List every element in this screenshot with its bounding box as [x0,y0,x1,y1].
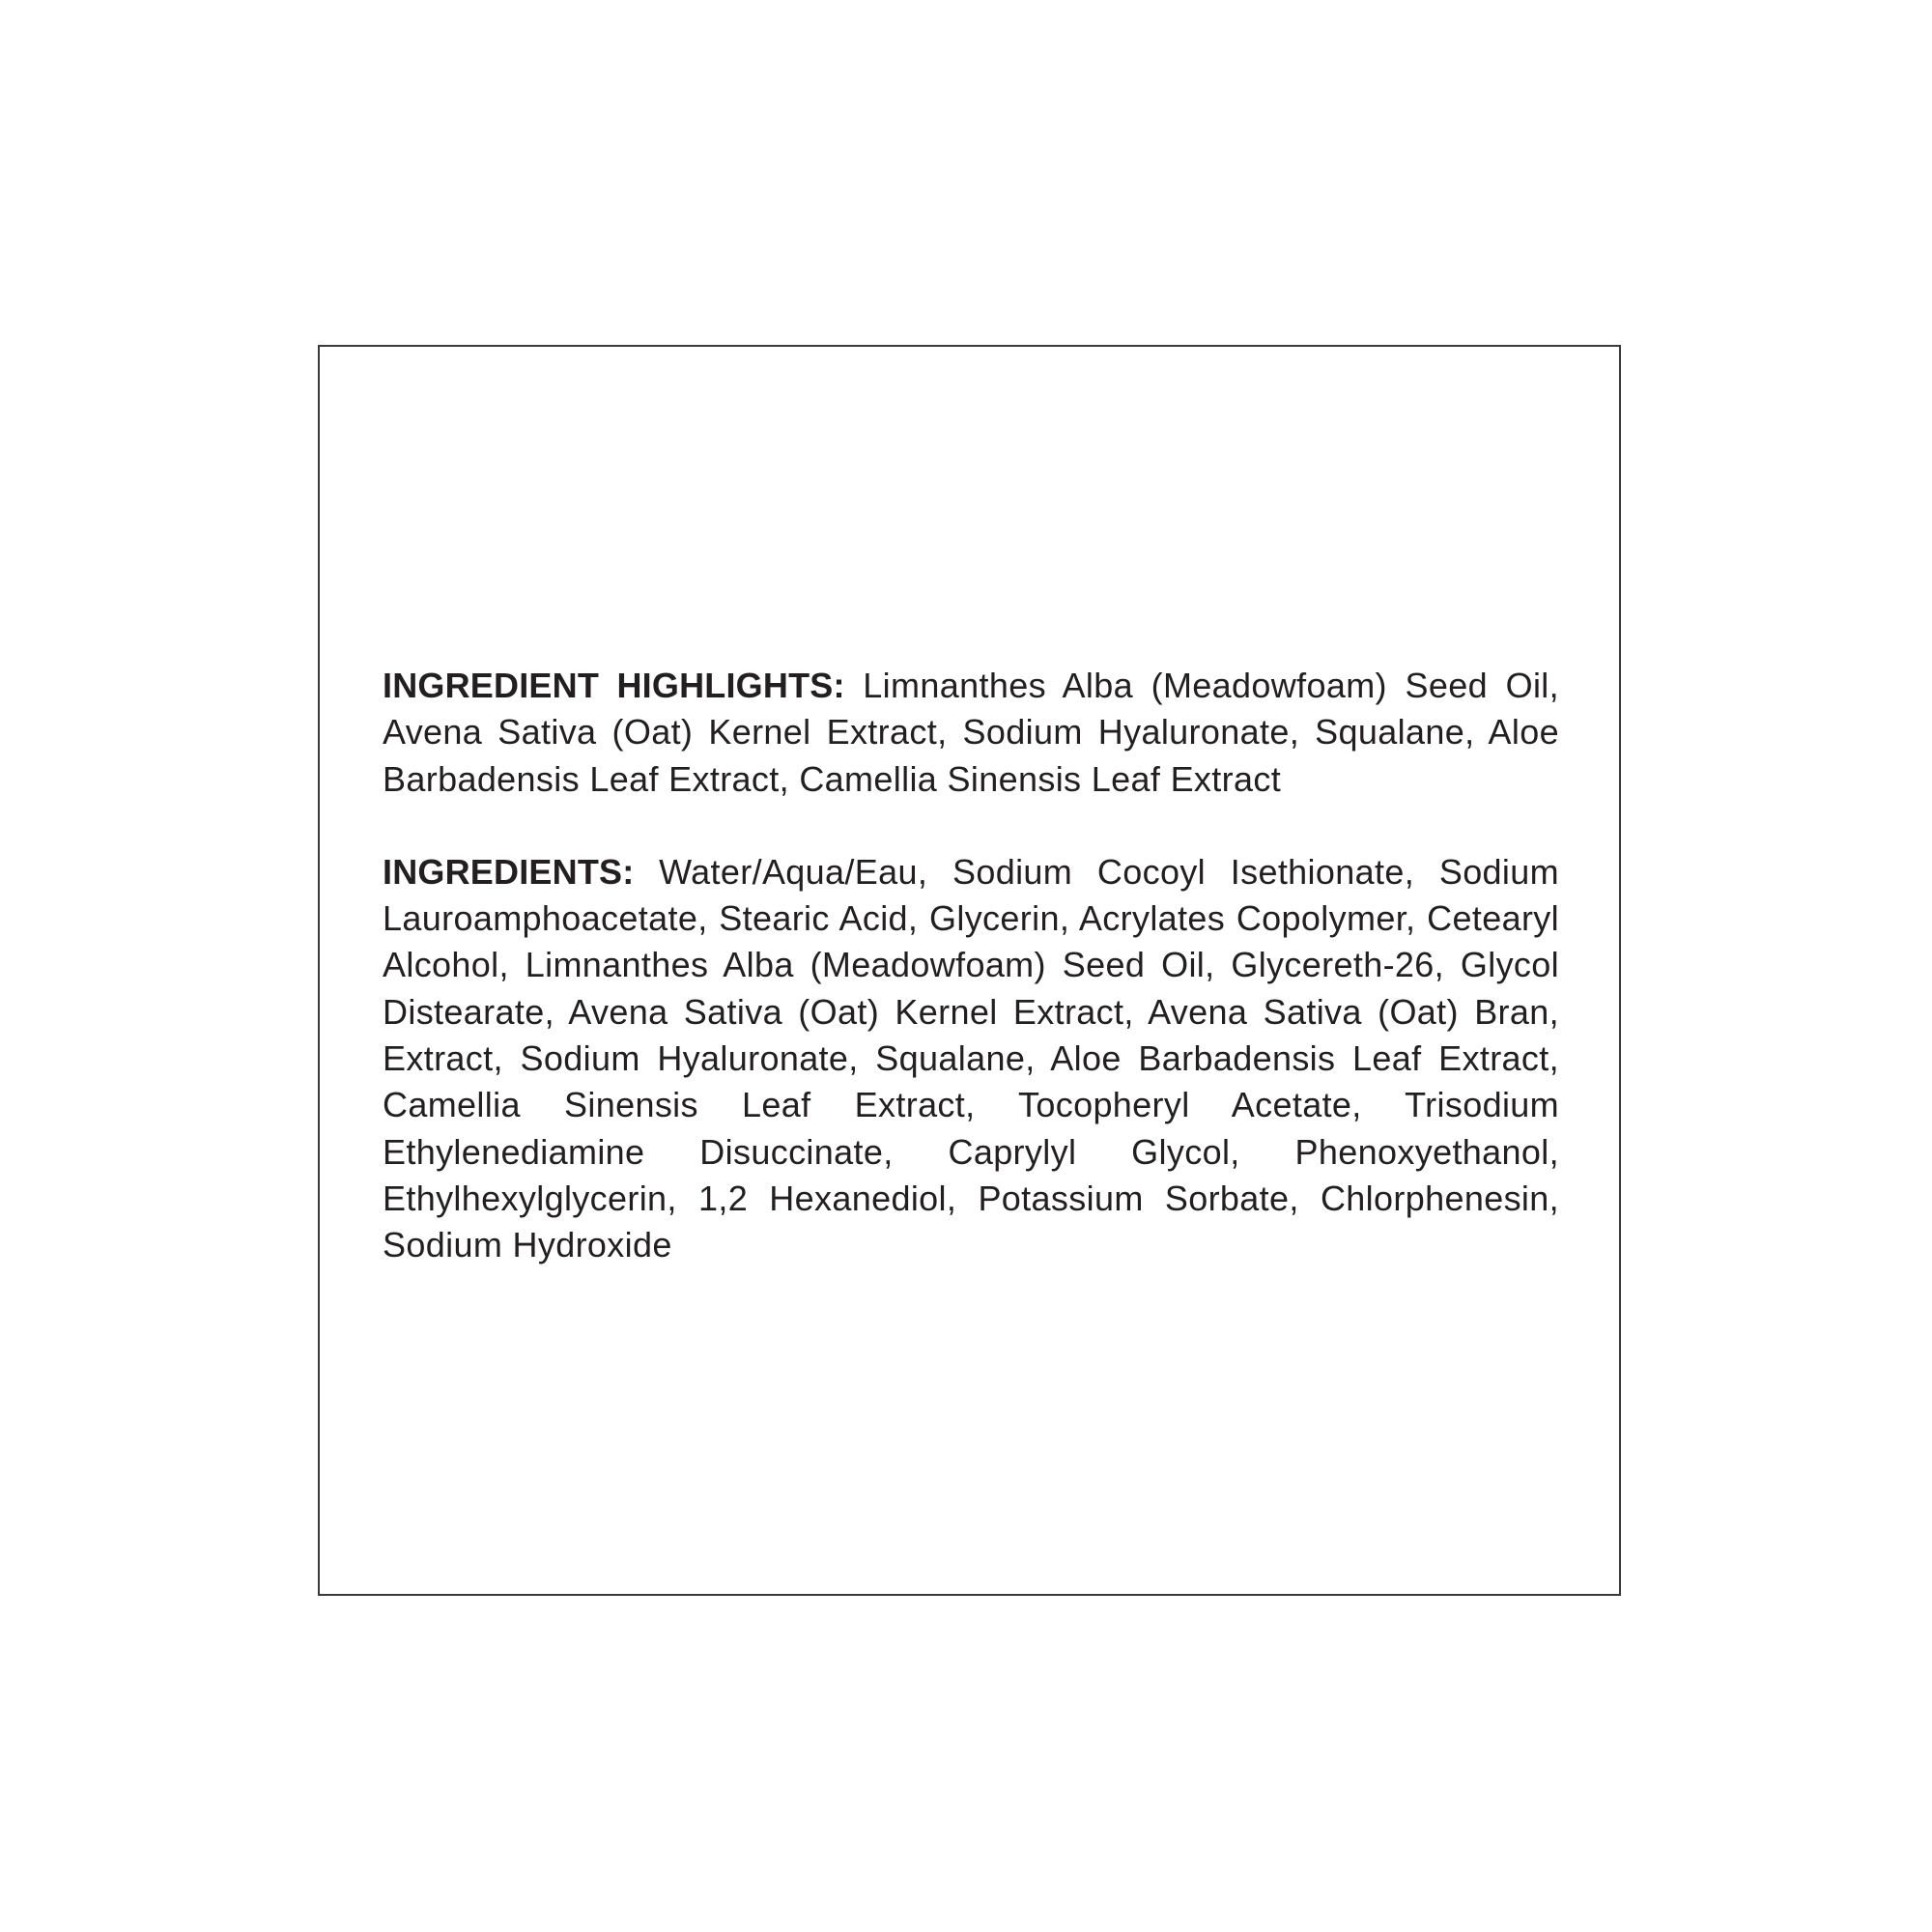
ingredient-highlights-paragraph [383,663,1559,803]
ingredient-panel [383,663,1559,1269]
ingredients-label: INGREDIENTS: [383,851,635,892]
ingredients-text: Water/Aqua/Eau, Sodium Cocoyl Isethionate, Sodium Lauroamphoacetate, Stearic Acid, Glycerin, Acrylates Copolymer, Cetearyl Alcohol, Limnanthes Alba (Meadowfoam) Seed Oil, Glycereth-26, Glycol Distearate, Avena Sativa (Oat) Kernel Extract, Avena Sativa (Oat) Bran, Extract, Sodium Hyaluronate, Squalane, Aloe Barbadensis Leaf Extract, Camellia Sinensis Leaf Extract, Tocopheryl Acetate, Trisodium Ethylenediamine Disuccinate, Caprylyl Glycol, Phenoxyethanol, Ethylhexylglycerin, 1,2 Hexanediol, Potassium Sorbate, Chlorphenesin, Sodium Hydroxide [383,851,1559,1265]
ingredient-highlights-text: Limnanthes Alba (Meadowfoam) Seed Oil, Avena Sativa (Oat) Kernel Extract, Sodium Hyaluronate, Squalane, Aloe Barbadensis Leaf Extract, Camellia Sinensis Leaf Extract [383,666,1559,799]
ingredients-paragraph [383,849,1559,1269]
ingredient-highlights-label: INGREDIENT HIGHLIGHTS: [383,666,845,705]
